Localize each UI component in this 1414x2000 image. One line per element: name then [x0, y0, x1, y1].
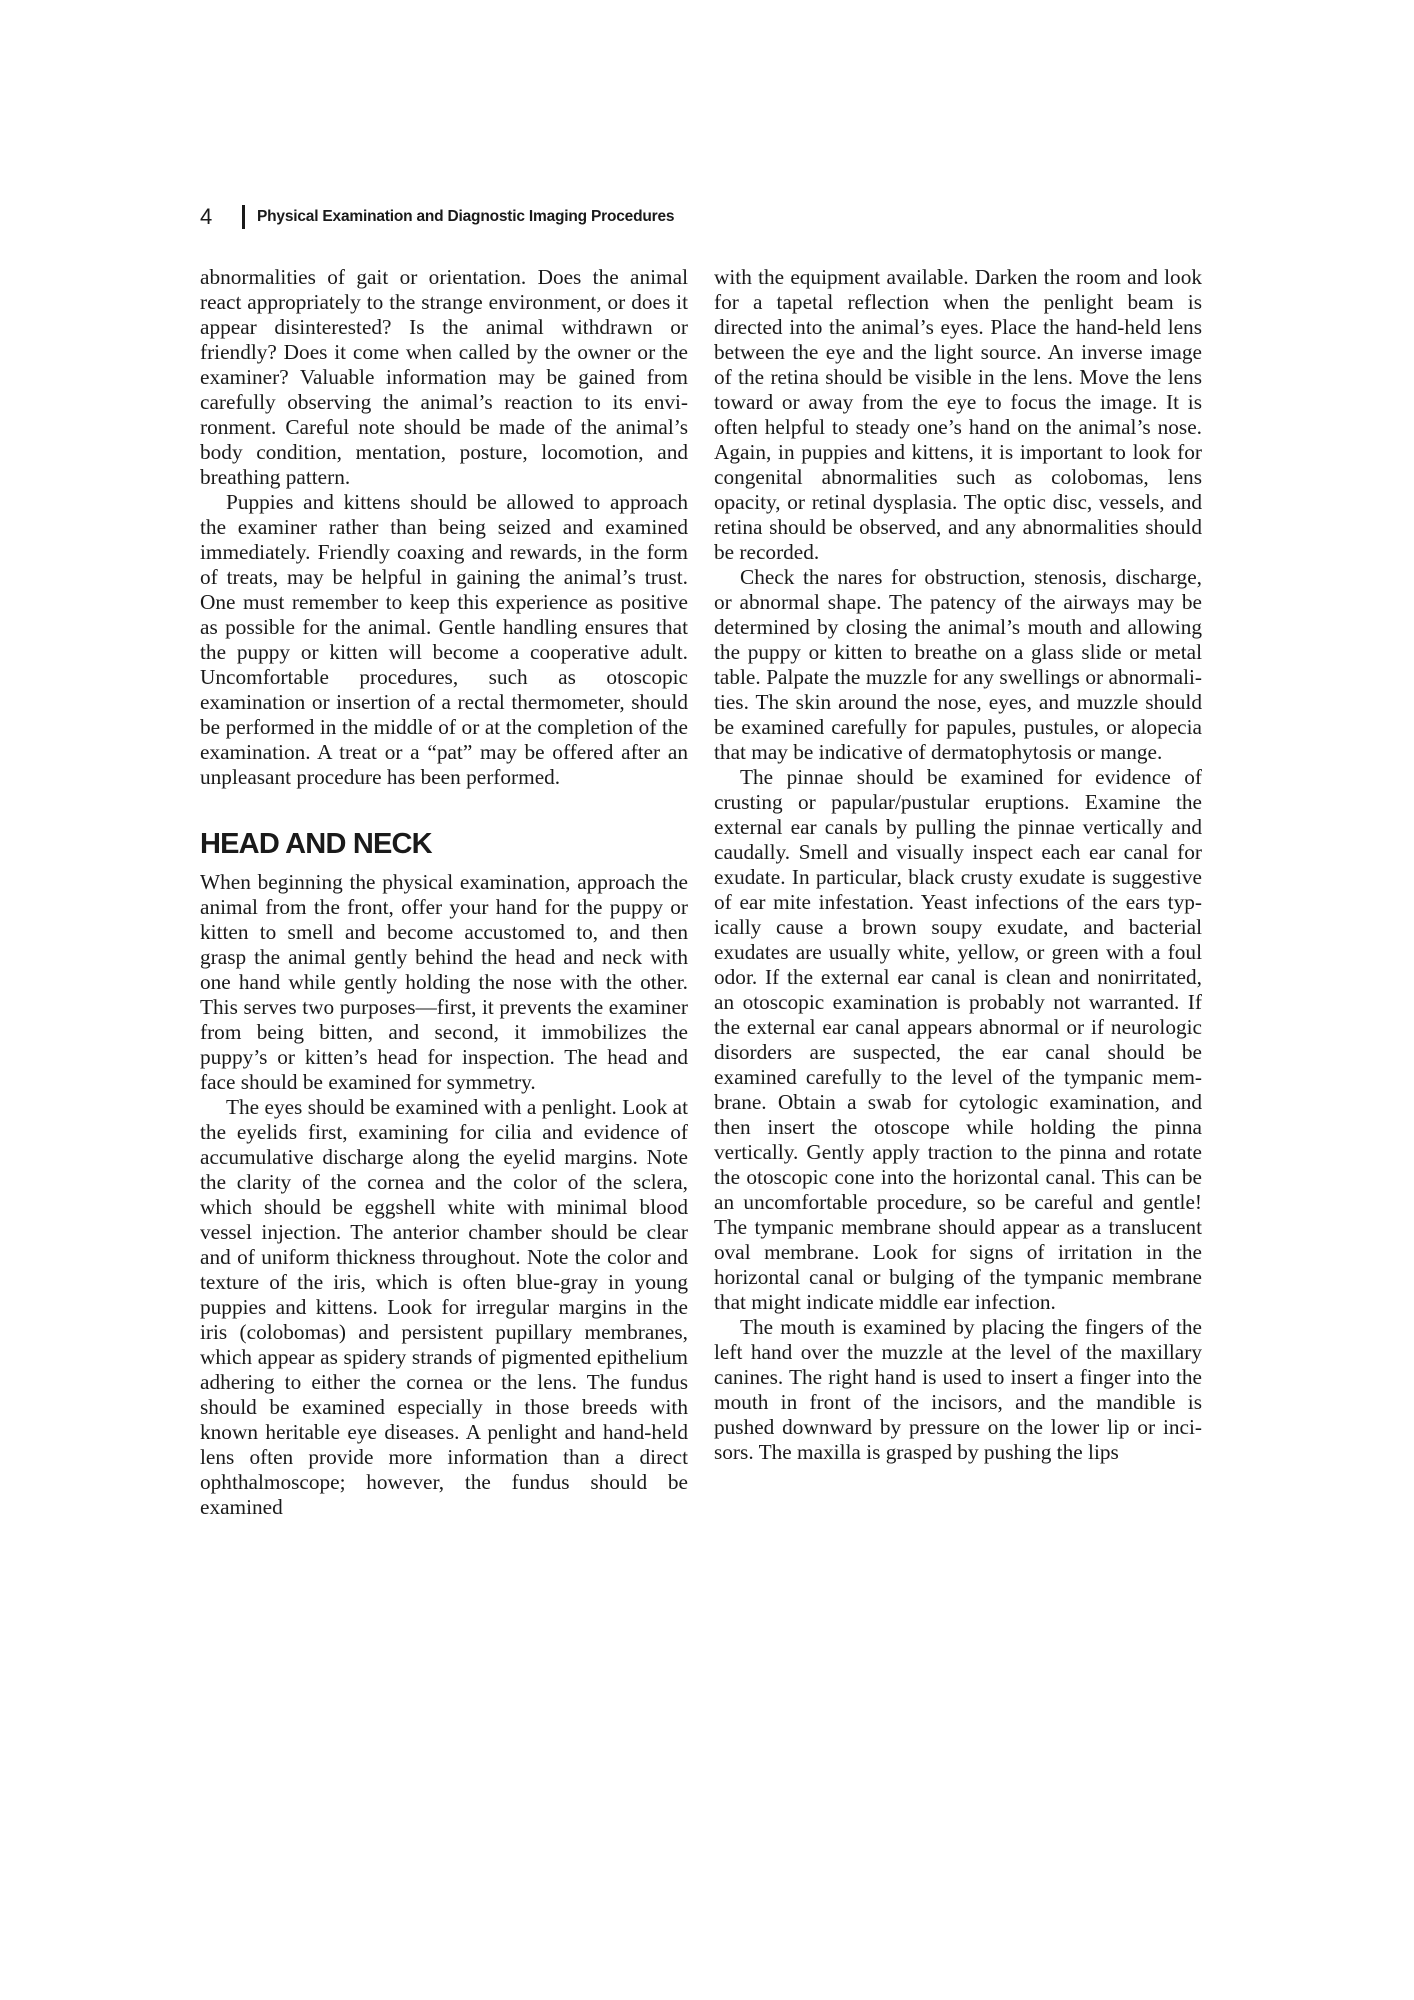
page-number: 4 — [200, 204, 213, 229]
body-paragraph: The pinnae should be examined for evidence of crusting or papular/pustular eruptions. Examine the external ear canals by pulling the pinnae vertically and caudally. Smell and visually inspect each ear canal for exudate. In particular, black crusty exudate is suggestive of ear mite infestation. Yeast infections of the ears typically cause a brown soupy exudate, and bacterial exudates are usually white, yellow, or green with a foul odor. If the external ear canal is clean and nonirritated, an otoscopic examination is probably not warranted. If the external ear canal appears abnormal or if neurologic disorders are suspected, the ear canal should be examined carefully to the level of the tympanic membrane. Obtain a swab for cytologic examination, and then insert the otoscope while holding the pinna vertically. Gently apply traction to the pinna and rotate the otoscopic cone into the horizontal canal. This can be an uncomfortable procedure, so be careful and gentle! The tympanic membrane should appear as a translucent oval membrane. Look for signs of irritation in the horizontal canal or bulging of the tympanic membrane that might indicate middle ear infection. — [714, 765, 1202, 1314]
header-divider-rule — [242, 205, 245, 229]
running-head-title: Physical Examination and Diagnostic Imaging Procedures — [257, 208, 675, 225]
body-paragraph: The eyes should be examined with a penlight. Look at the eyelids first, examining for cilia and evidence of accumulative discharge along the eyelid margins. Note the clarity of the cornea and the color of the sclera, which should be eggshell white with minimal blood vessel injection. The anterior chamber should be clear and of uniform thickness throughout. Note the color and texture of the iris, which is often blue-gray in young puppies and kittens. Look for irregular margins in the iris (colobomas) and persistent pupillary membranes, which appear as spidery strands of pigmented epithelium adhering to either the cornea or the lens. The fundus should be examined especially in those breeds with known heritable eye diseases. A penlight and hand-held lens often provide more information than a direct ophthalmoscope; however, the fundus should be examined — [200, 1095, 688, 1519]
body-paragraph: with the equipment available. Darken the room and look for a tapetal reflection when the penlight beam is directed into the animal’s eyes. Place the hand-held lens between the eye and the light source. An inverse image of the retina should be visible in the lens. Move the lens toward or away from the eye to focus the image. It is often helpful to steady one’s hand on the animal’s nose. Again, in puppies and kittens, it is important to look for congenital abnormalities such as colobomas, lens opacity, or retinal dysplasia. The optic disc, vessels, and retina should be observed, and any abnormalities should be recorded. — [714, 265, 1202, 564]
left-column — [200, 265, 688, 1520]
body-paragraph: The mouth is examined by placing the fingers of the left hand over the muzzle at the level of the maxillary canines. The right hand is used to insert a finger into the mouth in front of the incisors, and the mandible is pushed downward by pressure on the lower lip or incisors. The maxilla is grasped by pushing the lips — [714, 1315, 1202, 1464]
running-head — [200, 202, 674, 232]
body-paragraph: Puppies and kittens should be allowed to approach the examiner rather than being seized and examined immediately. Friendly coaxing and rewards, in the form of treats, may be helpful in gaining the animal’s trust. One must remember to keep this experience as positive as possible for the animal. Gentle handling ensures that the puppy or kitten will become a cooperative adult. Uncomfortable procedures, such as otoscopic examination or insertion of a rectal thermometer, should be performed in the middle of or at the completion of the examination. A treat or a “pat” may be offered after an unpleasant procedure has been performed. — [200, 490, 688, 789]
body-paragraph: abnormalities of gait or orientation. Does the animal react appropriately to the strange environment, or does it appear disinterested? Is the animal withdrawn or friendly? Does it come when called by the owner or the examiner? Valuable information may be gained from carefully observing the animal’s reaction to its environment. Careful note should be made of the animal’s body condition, mentation, posture, locomotion, and breathing pattern. — [200, 265, 688, 489]
section-heading: HEAD AND NECK — [200, 828, 432, 860]
right-column — [714, 265, 1202, 1465]
body-paragraph: Check the nares for obstruction, stenosis, discharge, or abnormal shape. The patency of the airways may be determined by closing the animal’s mouth and allowing the puppy or kitten to breathe on a glass slide or metal table. Palpate the muzzle for any swellings or abnormalities. The skin around the nose, eyes, and muzzle should be examined carefully for papules, pustules, or alopecia that may be indicative of dermatophytosis or mange. — [714, 565, 1202, 764]
body-paragraph: When beginning the physical examination, approach the animal from the front, offer your hand for the puppy or kitten to smell and become accustomed to, and then grasp the animal gently behind the head and neck with one hand while gently holding the nose with the other. This serves two purposes—first, it prevents the examiner from being bitten, and second, it immobilizes the puppy’s or kitten’s head for inspection. The head and face should be examined for symmetry. — [200, 870, 688, 1094]
